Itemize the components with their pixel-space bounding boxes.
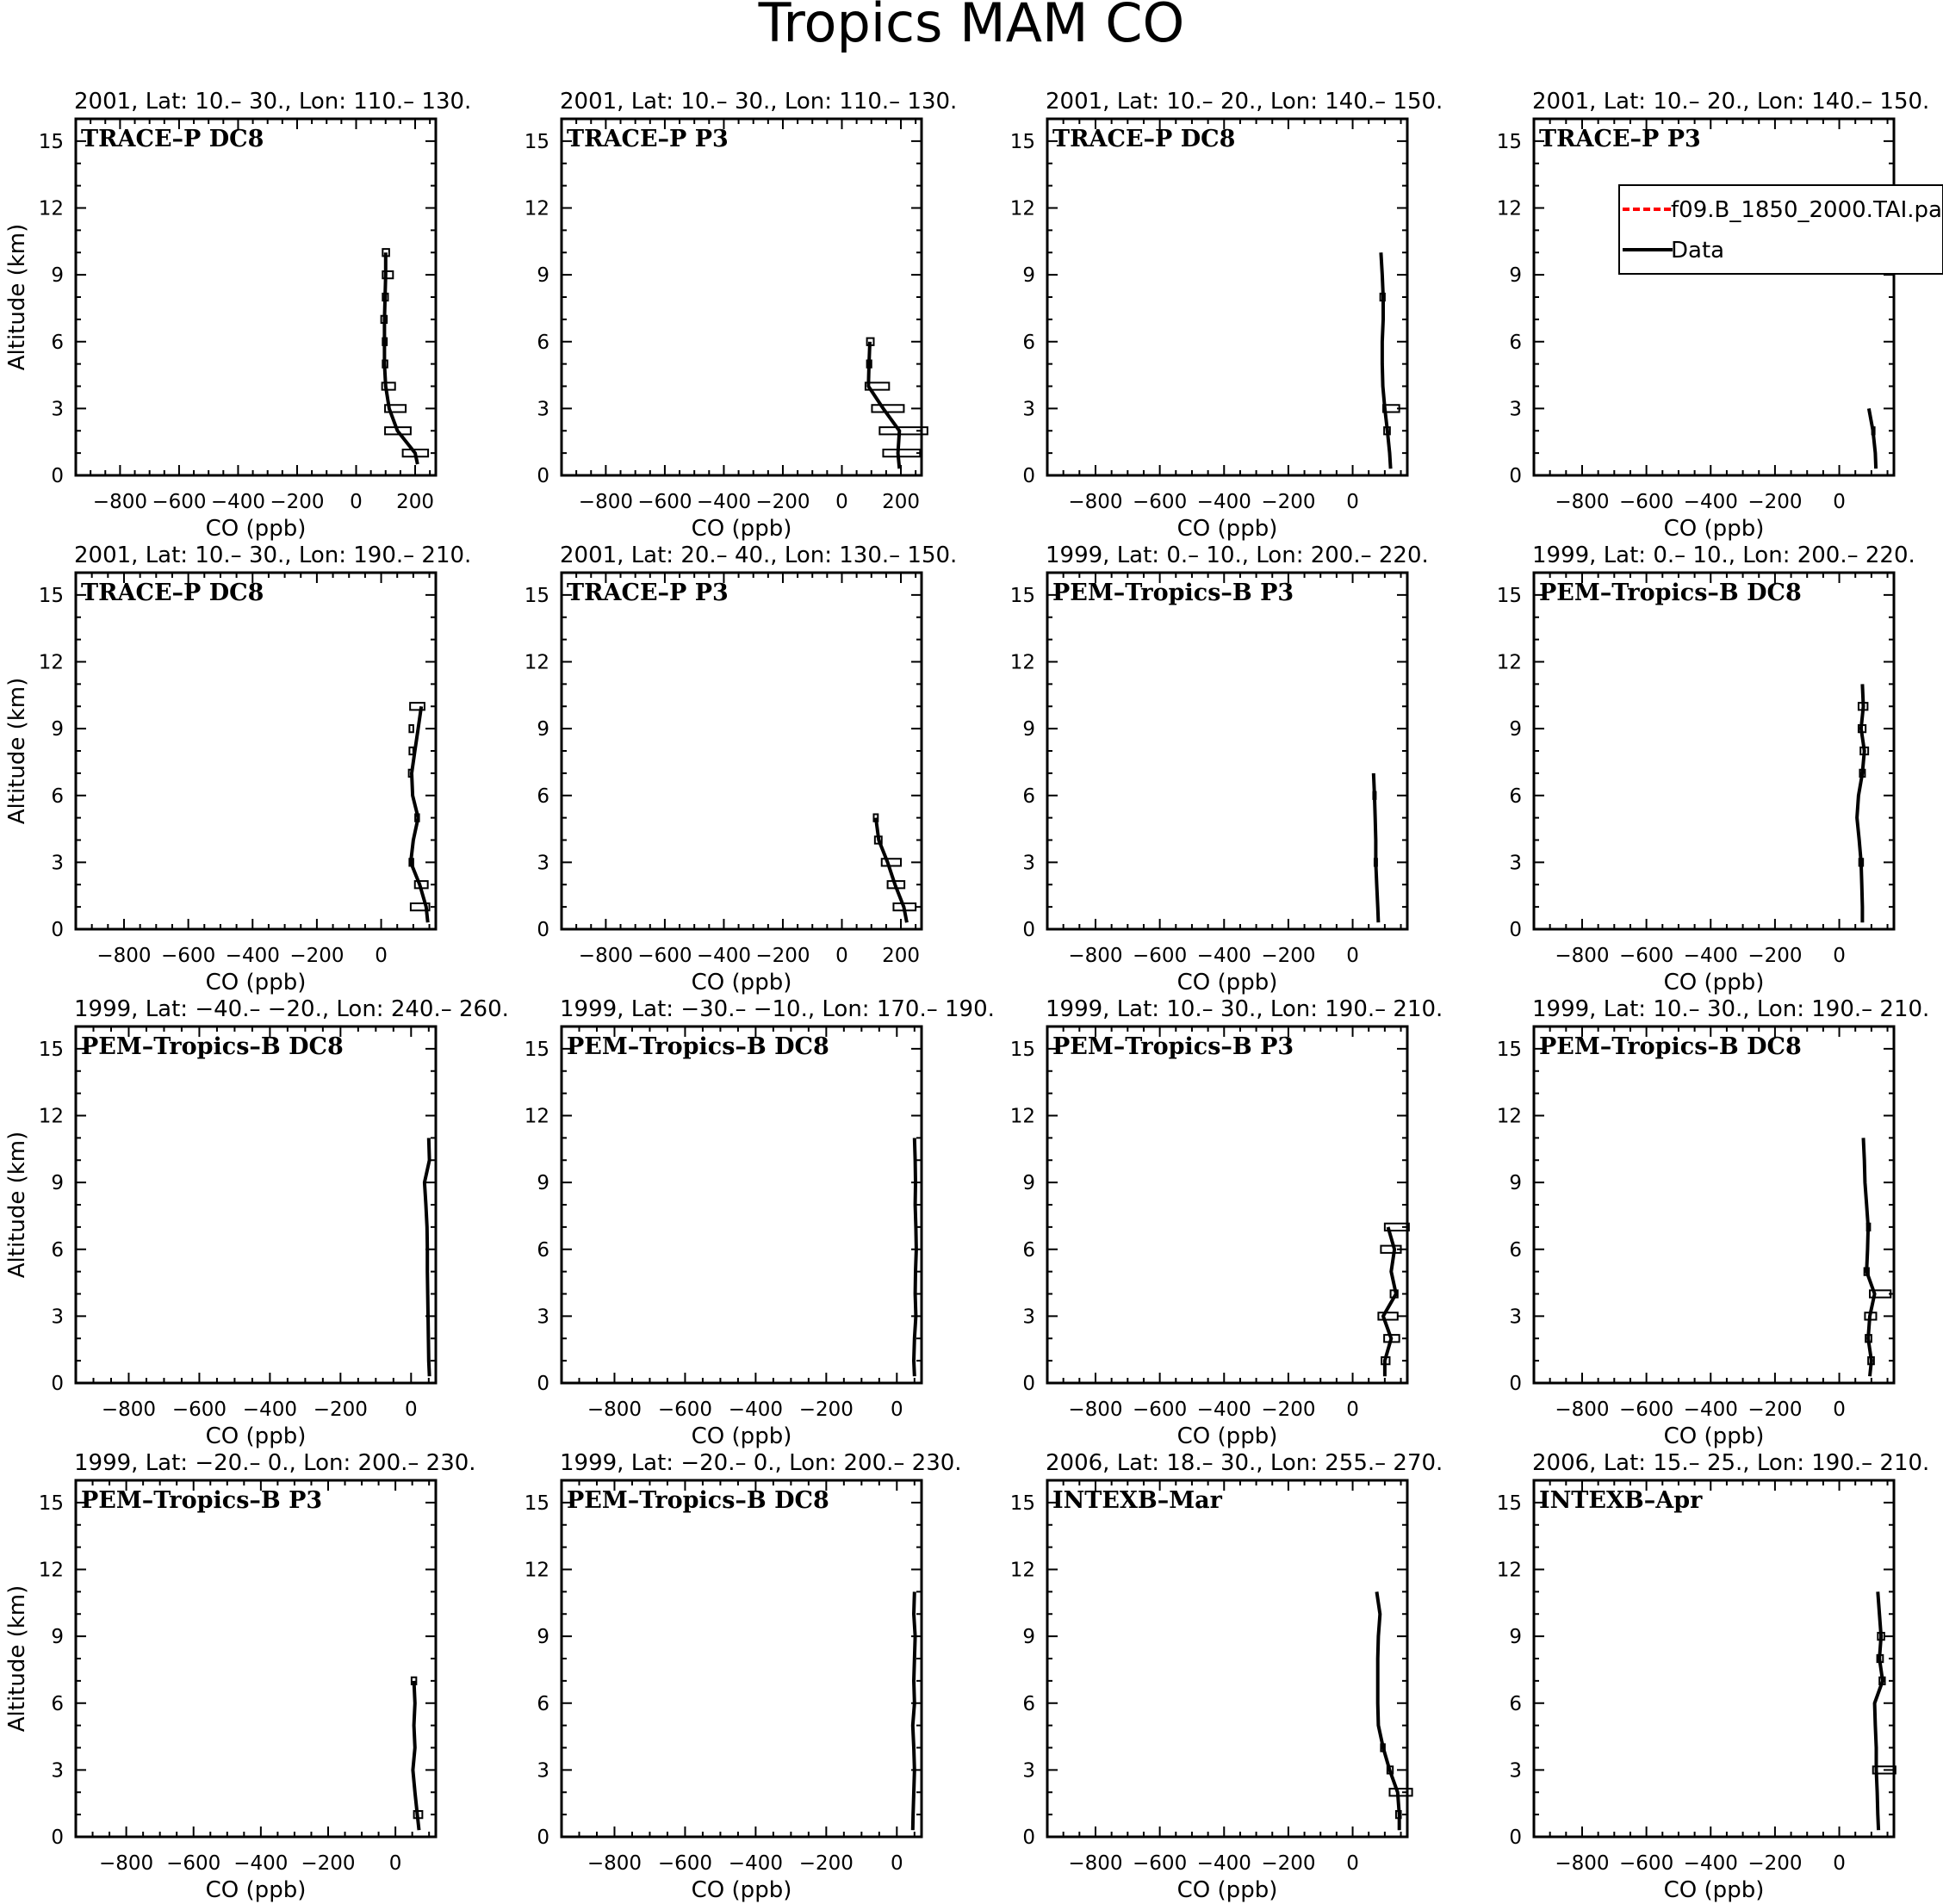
x-tick-label: −800	[1555, 1852, 1610, 1875]
y-tick-label: 0	[537, 1373, 549, 1395]
x-tick-label: −600	[1133, 1399, 1188, 1421]
y-tick-label: 12	[1496, 197, 1522, 220]
x-tick-label: −200	[755, 491, 810, 513]
y-tick-label: 6	[51, 331, 64, 354]
x-tick-label: −600	[1619, 945, 1674, 967]
campaign-label: PEM–Tropics–B DC8	[567, 1033, 829, 1060]
y-tick-label: 0	[1509, 465, 1522, 487]
y-tick-label: 9	[1509, 718, 1522, 741]
y-tick-label: 6	[51, 1692, 64, 1715]
x-tick-label: −600	[1133, 1852, 1188, 1875]
x-tick-label: 0	[350, 491, 363, 513]
y-tick-label: 6	[1022, 331, 1035, 354]
y-tick-label: 15	[1496, 130, 1522, 153]
y-tick-label: 12	[1009, 197, 1035, 220]
x-tick-label: 200	[882, 491, 920, 513]
panel-5	[4, 543, 471, 995]
x-axis-label: CO (ppb)	[691, 970, 792, 995]
panel-grid	[4, 89, 1929, 1903]
x-tick-label: 0	[835, 491, 848, 513]
x-axis-label: CO (ppb)	[691, 516, 792, 542]
x-tick-label: 0	[1833, 945, 1846, 967]
x-tick-label: −200	[1261, 945, 1316, 967]
y-tick-label: 3	[1509, 1759, 1522, 1783]
x-tick-label: −600	[171, 1399, 227, 1421]
y-tick-label: 0	[1022, 919, 1035, 941]
x-tick-label: 0	[1346, 1852, 1359, 1875]
x-tick-label: 0	[1346, 1399, 1359, 1421]
campaign-label: INTEXB–Apr	[1539, 1487, 1703, 1514]
x-tick-label: −200	[313, 1399, 368, 1421]
x-tick-label: 0	[388, 1852, 402, 1875]
x-axis-label: CO (ppb)	[1663, 1877, 1765, 1903]
x-tick-label: 0	[890, 1852, 903, 1875]
y-tick-label: 9	[537, 264, 549, 288]
x-tick-label: −600	[1619, 491, 1674, 513]
x-axis-label: CO (ppb)	[691, 1877, 792, 1903]
x-tick-label: 0	[375, 945, 388, 967]
data-profile-line	[1383, 1227, 1396, 1376]
plot-frame	[562, 119, 922, 475]
y-tick-label: 9	[51, 1172, 64, 1195]
x-axis-label: CO (ppb)	[205, 1423, 307, 1449]
x-tick-label: −600	[637, 491, 692, 513]
panel-subtitle: 1999, Lat: −20.– 0., Lon: 200.– 230.	[74, 1450, 476, 1476]
y-tick-label: 6	[1022, 785, 1035, 808]
y-tick-label: 6	[537, 331, 549, 354]
y-tick-label: 0	[537, 465, 549, 487]
plot-frame	[562, 1026, 922, 1383]
x-tick-label: −200	[1261, 1399, 1316, 1421]
plot-frame	[76, 1026, 436, 1383]
y-tick-label: 3	[1022, 1759, 1035, 1783]
y-tick-label: 12	[524, 197, 549, 220]
x-tick-label: 0	[404, 1399, 418, 1421]
y-tick-label: 6	[51, 785, 64, 808]
x-axis-label: CO (ppb)	[1663, 1423, 1765, 1449]
x-tick-label: −600	[166, 1852, 221, 1875]
y-tick-label: 0	[1509, 1826, 1522, 1849]
x-tick-label: 0	[1833, 1399, 1846, 1421]
panel-subtitle: 2001, Lat: 10.– 20., Lon: 140.– 150.	[1046, 89, 1443, 115]
y-tick-label: 6	[1022, 1238, 1035, 1262]
y-tick-label: 3	[1022, 398, 1035, 421]
panel-subtitle: 2006, Lat: 15.– 25., Lon: 190.– 210.	[1532, 1450, 1930, 1476]
y-tick-label: 6	[1509, 331, 1522, 354]
panel-subtitle: 1999, Lat: 0.– 10., Lon: 200.– 220.	[1046, 543, 1429, 568]
y-tick-label: 9	[1509, 1172, 1522, 1195]
x-tick-label: −200	[1747, 1852, 1803, 1875]
y-tick-label: 3	[1022, 852, 1035, 875]
y-tick-label: 12	[1009, 1105, 1035, 1128]
panel-9	[4, 996, 509, 1449]
y-tick-label: 6	[1509, 1238, 1522, 1262]
plot-frame	[1047, 1480, 1407, 1837]
x-axis-label: CO (ppb)	[1663, 970, 1765, 995]
plot-frame	[1047, 119, 1407, 475]
y-tick-label: 9	[1509, 1626, 1522, 1649]
x-tick-label: 0	[890, 1399, 903, 1421]
campaign-label: TRACE–P P3	[567, 126, 729, 152]
figure-title: Tropics MAM CO	[758, 0, 1185, 54]
x-tick-label: −200	[1261, 1852, 1316, 1875]
x-tick-label: −400	[1196, 1852, 1251, 1875]
panel-10	[525, 996, 995, 1449]
y-tick-label: 12	[524, 651, 549, 674]
plot-frame	[1534, 1026, 1894, 1383]
y-tick-label: 3	[1022, 1306, 1035, 1329]
y-tick-label: 15	[1009, 130, 1035, 153]
panel-8	[1497, 543, 1915, 995]
campaign-label: TRACE–P DC8	[1052, 126, 1236, 152]
panel-subtitle: 2001, Lat: 10.– 20., Lon: 140.– 150.	[1532, 89, 1930, 115]
y-tick-label: 3	[537, 1759, 549, 1783]
x-tick-label: −800	[1555, 491, 1610, 513]
y-tick-label: 6	[537, 1692, 549, 1715]
panel-subtitle: 1999, Lat: −30.– −10., Lon: 170.– 190.	[560, 996, 995, 1022]
campaign-label: INTEXB–Mar	[1052, 1487, 1222, 1514]
x-tick-label: −800	[1068, 945, 1123, 967]
y-tick-label: 3	[537, 1306, 549, 1329]
y-tick-label: 12	[1009, 1559, 1035, 1582]
x-tick-label: −200	[755, 945, 810, 967]
x-tick-label: −200	[289, 945, 345, 967]
x-tick-label: −600	[657, 1852, 713, 1875]
x-tick-label: 200	[396, 491, 434, 513]
x-tick-label: 0	[1346, 945, 1359, 967]
y-tick-label: 12	[38, 651, 64, 674]
y-tick-label: 0	[51, 1826, 64, 1849]
y-tick-label: 0	[1022, 1826, 1035, 1849]
y-tick-label: 0	[1509, 919, 1522, 941]
y-tick-label: 15	[38, 1492, 64, 1515]
data-range-box	[409, 725, 413, 732]
x-axis-label: CO (ppb)	[205, 970, 307, 995]
y-tick-label: 3	[51, 398, 64, 421]
y-tick-label: 0	[51, 1373, 64, 1395]
x-tick-label: −400	[1683, 1852, 1738, 1875]
x-tick-label: −600	[1619, 1852, 1674, 1875]
x-tick-label: −400	[1683, 945, 1738, 967]
panel-subtitle: 1999, Lat: −40.– −20., Lon: 240.– 260.	[74, 996, 509, 1022]
y-tick-label: 0	[1022, 465, 1035, 487]
y-tick-label: 9	[1022, 1626, 1035, 1649]
panel-subtitle: 2006, Lat: 18.– 30., Lon: 255.– 270.	[1046, 1450, 1443, 1476]
x-axis-label: CO (ppb)	[1176, 1423, 1278, 1449]
x-tick-label: −400	[1196, 491, 1251, 513]
data-profile-line	[1381, 252, 1390, 468]
y-tick-label: 15	[1009, 584, 1035, 607]
y-tick-label: 6	[537, 1238, 549, 1262]
y-tick-label: 3	[1509, 852, 1522, 875]
x-tick-label: 0	[1346, 491, 1359, 513]
y-tick-label: 0	[51, 465, 64, 487]
campaign-label: PEM–Tropics–B DC8	[567, 1487, 829, 1514]
panel-subtitle: 1999, Lat: 10.– 30., Lon: 190.– 210.	[1046, 996, 1443, 1022]
x-tick-label: −800	[1555, 945, 1610, 967]
y-tick-label: 12	[1009, 651, 1035, 674]
x-tick-label: −600	[161, 945, 216, 967]
y-tick-label: 3	[51, 852, 64, 875]
y-tick-label: 12	[524, 1559, 549, 1582]
plot-frame	[1534, 1480, 1894, 1837]
y-tick-label: 12	[1496, 1105, 1522, 1128]
y-tick-label: 3	[537, 398, 549, 421]
panel-subtitle: 1999, Lat: −20.– 0., Lon: 200.– 230.	[560, 1450, 962, 1476]
data-profile-line	[1875, 1591, 1883, 1830]
panel-subtitle: 1999, Lat: 10.– 30., Lon: 190.– 210.	[1532, 996, 1930, 1022]
x-tick-label: −800	[96, 945, 152, 967]
x-tick-label: −800	[101, 1399, 157, 1421]
x-tick-label: −600	[1619, 1399, 1674, 1421]
campaign-label: PEM–Tropics–B P3	[81, 1487, 323, 1514]
panel-6	[525, 543, 958, 995]
x-tick-label: −400	[225, 945, 280, 967]
y-tick-label: 9	[537, 1626, 549, 1649]
y-tick-label: 3	[537, 852, 549, 875]
y-tick-label: 3	[51, 1306, 64, 1329]
y-tick-label: 3	[1509, 398, 1522, 421]
y-tick-label: 0	[51, 919, 64, 941]
x-tick-label: −200	[270, 491, 325, 513]
x-axis-label: CO (ppb)	[205, 516, 307, 542]
panel-1	[4, 89, 471, 542]
y-tick-label: 9	[537, 718, 549, 741]
data-range-box	[883, 450, 920, 456]
x-tick-label: −800	[1068, 1852, 1123, 1875]
plot-frame	[76, 1480, 436, 1837]
y-tick-label: 9	[1509, 264, 1522, 288]
y-tick-label: 15	[1496, 1492, 1522, 1515]
x-tick-label: −200	[1747, 491, 1803, 513]
panel-subtitle: 2001, Lat: 20.– 40., Lon: 130.– 150.	[560, 543, 958, 568]
y-tick-label: 15	[524, 584, 549, 607]
x-tick-label: −200	[301, 1852, 356, 1875]
y-tick-label: 15	[1496, 584, 1522, 607]
x-axis-label: CO (ppb)	[1176, 516, 1278, 542]
campaign-label: PEM–Tropics–B P3	[1052, 580, 1294, 606]
y-tick-label: 15	[524, 1492, 549, 1515]
x-tick-label: −200	[798, 1399, 854, 1421]
y-tick-label: 9	[51, 1626, 64, 1649]
x-tick-label: −400	[233, 1852, 289, 1875]
panel-2	[525, 89, 958, 542]
plot-frame	[1534, 119, 1894, 475]
x-tick-label: −800	[1068, 491, 1123, 513]
y-axis-label: Altitude (km)	[4, 1131, 30, 1279]
x-tick-label: −400	[1683, 491, 1738, 513]
y-tick-label: 12	[1496, 651, 1522, 674]
x-axis-label: CO (ppb)	[1176, 970, 1278, 995]
data-range-box	[872, 405, 903, 412]
panel-14	[525, 1450, 962, 1903]
campaign-label: PEM–Tropics–B P3	[1052, 1033, 1294, 1060]
data-profile-line	[1374, 773, 1379, 922]
plot-frame	[562, 1480, 922, 1837]
data-profile-line	[876, 818, 907, 923]
data-profile-line	[1869, 408, 1876, 468]
panel-16	[1497, 1450, 1930, 1903]
campaign-label: TRACE–P DC8	[81, 580, 264, 606]
y-tick-label: 15	[38, 584, 64, 607]
x-tick-label: −800	[1068, 1399, 1123, 1421]
x-tick-label: −800	[99, 1852, 154, 1875]
campaign-label: TRACE–P P3	[1539, 126, 1701, 152]
panel-13	[4, 1450, 476, 1903]
data-range-box	[1389, 1789, 1412, 1795]
x-tick-label: −800	[578, 945, 633, 967]
data-range-box	[409, 747, 413, 754]
panel-15	[1010, 1450, 1443, 1903]
data-profile-line	[1857, 684, 1865, 922]
y-axis-label: Altitude (km)	[4, 223, 30, 371]
y-tick-label: 0	[537, 1826, 549, 1849]
x-tick-label: −600	[657, 1399, 713, 1421]
y-tick-label: 3	[1509, 1306, 1522, 1329]
campaign-label: PEM–Tropics–B DC8	[1539, 1033, 1802, 1060]
plot-frame	[562, 573, 922, 929]
data-profile-line	[914, 1138, 916, 1376]
campaign-label: TRACE–P DC8	[81, 126, 264, 152]
y-tick-label: 9	[1022, 718, 1035, 741]
x-tick-label: −200	[798, 1852, 854, 1875]
x-tick-label: 0	[1833, 1852, 1846, 1875]
y-tick-label: 15	[524, 1038, 549, 1061]
x-tick-label: −600	[152, 491, 207, 513]
x-axis-label: CO (ppb)	[205, 1877, 307, 1903]
y-tick-label: 15	[524, 130, 549, 153]
panel-subtitle: 2001, Lat: 10.– 30., Lon: 110.– 130.	[560, 89, 958, 115]
panel-7	[1010, 543, 1429, 995]
panel-4	[1497, 89, 1930, 542]
panel-subtitle: 2001, Lat: 10.– 30., Lon: 190.– 210.	[74, 543, 472, 568]
x-tick-label: −800	[92, 491, 147, 513]
y-tick-label: 6	[1022, 1692, 1035, 1715]
y-tick-label: 6	[1509, 785, 1522, 808]
x-tick-label: 0	[1833, 491, 1846, 513]
x-tick-label: −800	[578, 491, 633, 513]
y-tick-label: 12	[38, 197, 64, 220]
plot-frame	[76, 119, 436, 475]
x-tick-label: −200	[1747, 1399, 1803, 1421]
y-tick-label: 0	[1022, 1373, 1035, 1395]
data-range-box	[882, 859, 901, 865]
data-profile-line	[425, 1138, 430, 1376]
plot-frame	[1047, 573, 1407, 929]
panel-3	[1010, 89, 1443, 542]
y-tick-label: 0	[1509, 1373, 1522, 1395]
x-tick-label: −600	[1133, 491, 1188, 513]
y-tick-label: 15	[1496, 1038, 1522, 1061]
y-tick-label: 15	[38, 1038, 64, 1061]
y-tick-label: 12	[38, 1105, 64, 1128]
plot-frame	[1534, 573, 1894, 929]
legend-label: Data	[1671, 238, 1725, 264]
x-tick-label: −600	[1133, 945, 1188, 967]
y-tick-label: 6	[51, 1238, 64, 1262]
y-tick-label: 0	[537, 919, 549, 941]
legend	[1619, 185, 1943, 274]
panel-12	[1497, 996, 1930, 1449]
x-tick-label: −400	[1196, 1399, 1251, 1421]
y-tick-label: 6	[537, 785, 549, 808]
y-tick-label: 15	[1009, 1492, 1035, 1515]
plot-frame	[1047, 1026, 1407, 1383]
x-tick-label: −400	[728, 1399, 783, 1421]
x-tick-label: −400	[696, 491, 752, 513]
y-tick-label: 12	[1496, 1559, 1522, 1582]
x-tick-label: −800	[587, 1399, 642, 1421]
data-profile-line	[413, 1681, 419, 1830]
y-tick-label: 3	[51, 1759, 64, 1783]
y-tick-label: 9	[51, 718, 64, 741]
x-tick-label: −400	[728, 1852, 783, 1875]
panel-subtitle: 2001, Lat: 10.– 30., Lon: 110.– 130.	[74, 89, 472, 115]
y-tick-label: 12	[38, 1559, 64, 1582]
data-range-box	[1378, 1312, 1397, 1319]
x-tick-label: −400	[696, 945, 752, 967]
x-axis-label: CO (ppb)	[691, 1423, 792, 1449]
x-tick-label: −800	[587, 1852, 642, 1875]
data-profile-line	[913, 1591, 916, 1830]
x-tick-label: −400	[1196, 945, 1251, 967]
y-tick-label: 15	[38, 130, 64, 153]
panel-subtitle: 1999, Lat: 0.– 10., Lon: 200.– 220.	[1532, 543, 1915, 568]
y-tick-label: 9	[1022, 1172, 1035, 1195]
campaign-label: PEM–Tropics–B DC8	[81, 1033, 344, 1060]
x-tick-label: −800	[1555, 1399, 1610, 1421]
x-tick-label: 200	[882, 945, 920, 967]
x-axis-label: CO (ppb)	[1176, 1877, 1278, 1903]
y-tick-label: 6	[1509, 1692, 1522, 1715]
data-profile-line	[1377, 1591, 1400, 1830]
campaign-label: TRACE–P P3	[567, 580, 729, 606]
x-tick-label: −400	[210, 491, 266, 513]
y-axis-label: Altitude (km)	[4, 677, 30, 825]
x-tick-label: 0	[835, 945, 848, 967]
data-profile-line	[384, 252, 417, 464]
x-axis-label: CO (ppb)	[1663, 516, 1765, 542]
panel-11	[1010, 996, 1443, 1449]
y-tick-label: 9	[537, 1172, 549, 1195]
x-tick-label: −200	[1261, 491, 1316, 513]
plot-frame	[76, 573, 436, 929]
x-tick-label: −200	[1747, 945, 1803, 967]
y-tick-label: 9	[1022, 264, 1035, 288]
x-tick-label: −600	[637, 945, 692, 967]
x-tick-label: −400	[242, 1399, 297, 1421]
campaign-label: PEM–Tropics–B DC8	[1539, 580, 1802, 606]
y-tick-label: 15	[1009, 1038, 1035, 1061]
y-axis-label: Altitude (km)	[4, 1585, 30, 1733]
y-tick-label: 12	[524, 1105, 549, 1128]
y-tick-label: 9	[51, 264, 64, 288]
x-tick-label: −400	[1683, 1399, 1738, 1421]
legend-label: f09.B_1850_2000.TAI.pa	[1671, 197, 1942, 223]
